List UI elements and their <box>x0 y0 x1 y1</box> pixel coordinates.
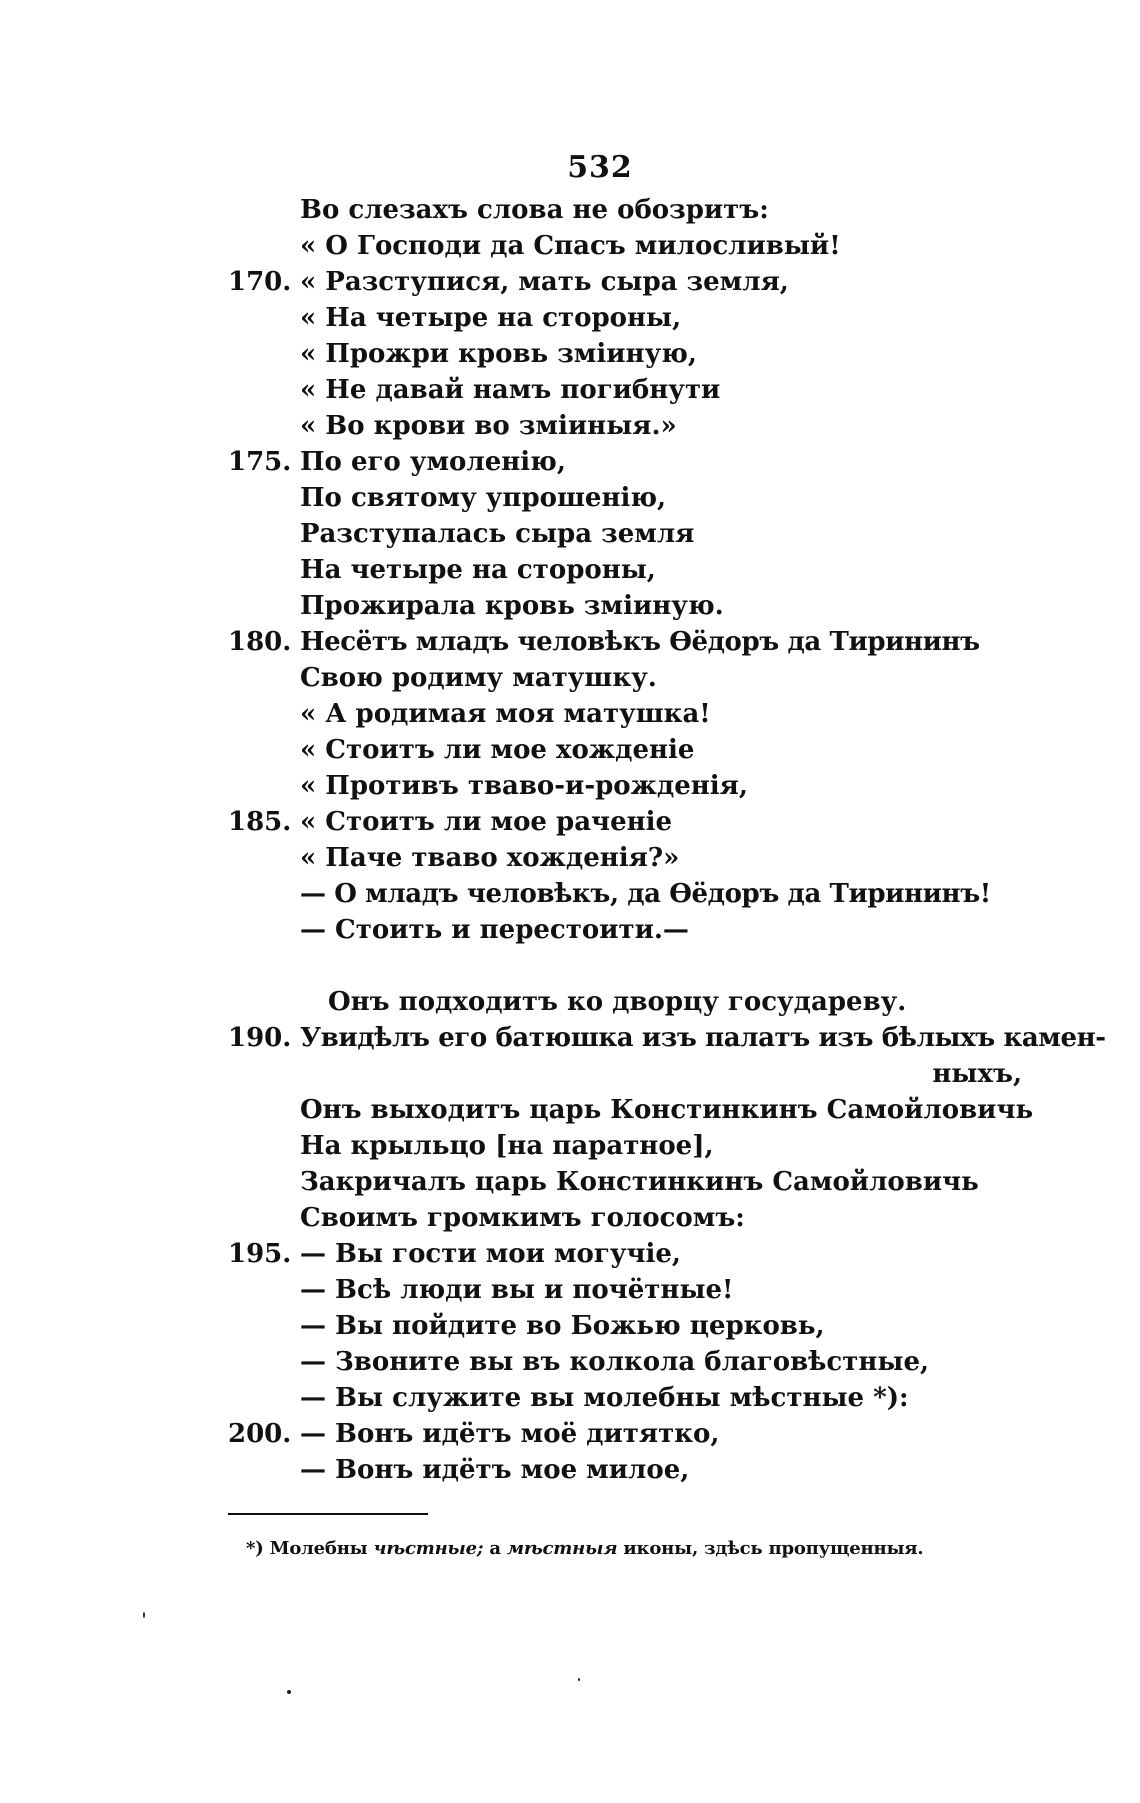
verse-text: — Вы пойдите во Божью церковь, <box>300 1311 825 1341</box>
line-number: 180. <box>228 627 292 657</box>
verse-text: « Паче тваво хожденiя?» <box>300 843 680 873</box>
verse-line <box>0 1092 1140 1128</box>
verse-line <box>0 876 1140 912</box>
verse-text: « На четыре на стороны, <box>300 303 682 333</box>
verse-line <box>0 768 1140 804</box>
verse-text: ныхъ, <box>932 1059 1022 1089</box>
verse-line <box>0 444 1140 480</box>
verse-text: — Вы гости мои могучiе, <box>300 1239 681 1269</box>
verse-line <box>0 660 1140 696</box>
line-number: 185. <box>228 807 292 837</box>
print-speck <box>287 1690 291 1694</box>
verse-line <box>0 264 1140 300</box>
footnote-italic-text: чѣстные; <box>373 1538 484 1559</box>
verse-line <box>0 228 1140 264</box>
verse-text: — Вонъ идётъ мое милое, <box>300 1455 690 1485</box>
line-number: 190. <box>228 1023 292 1053</box>
verse-line <box>0 1272 1140 1308</box>
verse-text: — О младъ человѣкъ, да Ѳёдоръ да Тирининъ! <box>300 879 991 909</box>
verse-text: На крыльцо [на паратное], <box>300 1131 714 1161</box>
page-number: 532 <box>567 150 633 185</box>
verse-text: — Звоните вы въ колкола благовѣстные, <box>300 1347 930 1377</box>
footnote-italic-text: мѣстныя <box>506 1538 618 1559</box>
verse-line <box>0 1236 1140 1272</box>
verse-line <box>0 1416 1140 1452</box>
verse-text: Онъ выходитъ царь Констинкинъ Самойловичь <box>300 1095 1034 1125</box>
verse-text: « Не давай намъ погибнути <box>300 375 721 405</box>
verse-text: « Стоитъ ли мое раченiе <box>300 807 673 837</box>
prose-line <box>0 984 1140 1020</box>
line-number: 175. <box>228 447 292 477</box>
verse-text: « Противъ тваво-и-рожденiя, <box>300 771 748 801</box>
verse-text: Прожирала кровь змiиную. <box>300 591 724 621</box>
verse-text: « Стоитъ ли мое хожденiе <box>300 735 695 765</box>
verse-line <box>0 804 1140 840</box>
verse-block <box>0 192 1140 1488</box>
verse-text: На четыре на стороны, <box>300 555 656 585</box>
verse-line <box>0 1128 1140 1164</box>
line-number: 195. <box>228 1239 292 1269</box>
verse-line <box>0 552 1140 588</box>
verse-text: — Всѣ люди вы и почётные! <box>300 1275 734 1305</box>
verse-line <box>0 336 1140 372</box>
print-speck <box>143 1612 145 1618</box>
prose-text: Онъ подходитъ ко дворцу государеву. <box>328 987 907 1017</box>
verse-text: Во слезахъ слова не обозритъ: <box>300 195 769 225</box>
verse-line <box>0 372 1140 408</box>
verse-line <box>0 1200 1140 1236</box>
line-number: 200. <box>228 1419 292 1449</box>
verse-text: По святому упрошенiю, <box>300 483 667 513</box>
verse-line <box>0 1344 1140 1380</box>
verse-line-continuation <box>0 1056 1140 1092</box>
footnote-marker: *) <box>246 1538 264 1559</box>
verse-line <box>0 1164 1140 1200</box>
verse-text: Увидѣлъ его батюшка изъ палатъ изъ бѣлыхъ камен- <box>300 1023 1106 1053</box>
verse-line <box>0 912 1140 948</box>
verse-text: « А родимая моя матушка! <box>300 699 711 729</box>
verse-text: Свою родиму матушку. <box>300 663 657 693</box>
verse-line <box>0 480 1140 516</box>
verse-text: « О Господи да Спасъ милосливый! <box>300 231 841 261</box>
verse-line <box>0 624 1140 660</box>
verse-text: « Разступися, мать сыра земля, <box>300 267 789 297</box>
verse-text: — Вы служите вы молебны мѣстные *): <box>300 1383 909 1413</box>
verse-text: « Прожри кровь змiиную, <box>300 339 697 369</box>
verse-line <box>0 1380 1140 1416</box>
print-speck <box>578 1678 580 1681</box>
line-number: 170. <box>228 267 292 297</box>
verse-text: Своимъ громкимъ голосомъ: <box>300 1203 745 1233</box>
footnote-text: Молебны <box>269 1538 368 1559</box>
verse-line <box>0 696 1140 732</box>
verse-line <box>0 1452 1140 1488</box>
verse-line <box>0 408 1140 444</box>
verse-line <box>0 1308 1140 1344</box>
verse-text: — Стоить и перестоити.— <box>300 915 689 945</box>
footnote-divider <box>228 1513 428 1515</box>
verse-line <box>0 192 1140 228</box>
verse-text: « Во крови во змiиныя.» <box>300 411 677 441</box>
verse-line <box>0 516 1140 552</box>
stanza-gap <box>0 948 1140 984</box>
verse-text: Несётъ младъ человѣкъ Ѳёдоръ да Тирининъ <box>300 627 980 657</box>
footnote <box>246 1538 923 1559</box>
verse-text: Разступалась сыра земля <box>300 519 695 549</box>
verse-line <box>0 588 1140 624</box>
verse-text: Закричалъ царь Констинкинъ Самойловичь <box>300 1167 979 1197</box>
verse-text: — Вонъ идётъ моё дитятко, <box>300 1419 720 1449</box>
verse-line <box>0 300 1140 336</box>
verse-text: По его умоленiю, <box>300 447 566 477</box>
verse-line <box>0 840 1140 876</box>
verse-line <box>0 732 1140 768</box>
footnote-text: а <box>489 1538 501 1559</box>
footnote-text: иконы, здѣсь пропущенныя. <box>623 1538 924 1559</box>
verse-line <box>0 1020 1140 1056</box>
